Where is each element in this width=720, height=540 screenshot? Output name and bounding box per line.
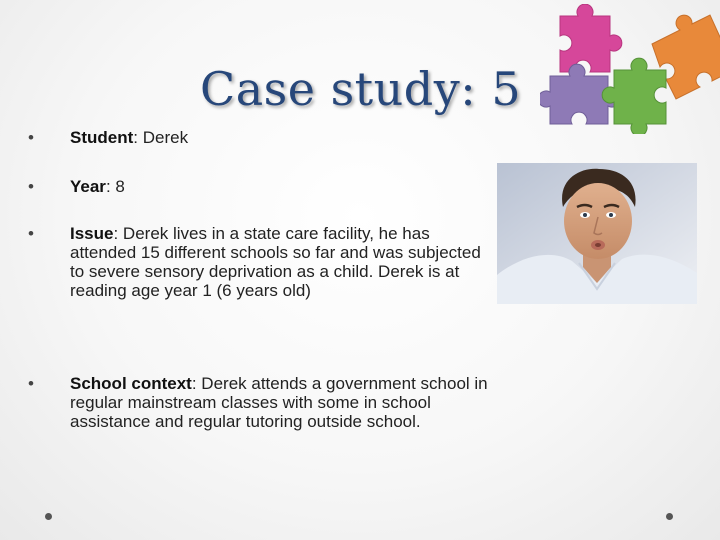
corner-dot-right: [666, 513, 673, 520]
bullet-body: : 8: [105, 177, 125, 196]
bullet-body: : Derek: [133, 128, 189, 147]
bullet-text: [70, 128, 490, 147]
bullet-body: : Derek lives in a state care facility, he has attended 15 different schools so far and was subjected to severe sensory deprivation as a child. Derek is at reading age year 1 (6 years old): [70, 224, 481, 300]
bullet-text: [70, 224, 490, 300]
bullet-dot: •: [28, 224, 34, 243]
puzzle-piece-green: [602, 58, 666, 134]
puzzle-piece-pink: [560, 4, 622, 72]
bullet-dot: •: [28, 177, 34, 196]
bullet-dot: •: [28, 374, 34, 393]
bullet-body: : Derek attends a government school in regular mainstream classes with some in school assistance and regular tutoring outside school.: [70, 374, 488, 431]
student-photo: [497, 163, 697, 304]
puzzle-pieces-image: [540, 4, 720, 134]
slide-title: Case study: 5: [200, 62, 522, 116]
bullet-term: Student: [70, 128, 134, 147]
bullet-text: [70, 374, 490, 431]
corner-dot-left: [45, 513, 52, 520]
bullet-term: Year: [70, 177, 106, 196]
bullet-term: Issue: [70, 224, 114, 243]
bullet-text: [70, 177, 490, 196]
bullet-dot: •: [28, 128, 34, 147]
bullet-term: School context: [70, 374, 192, 393]
